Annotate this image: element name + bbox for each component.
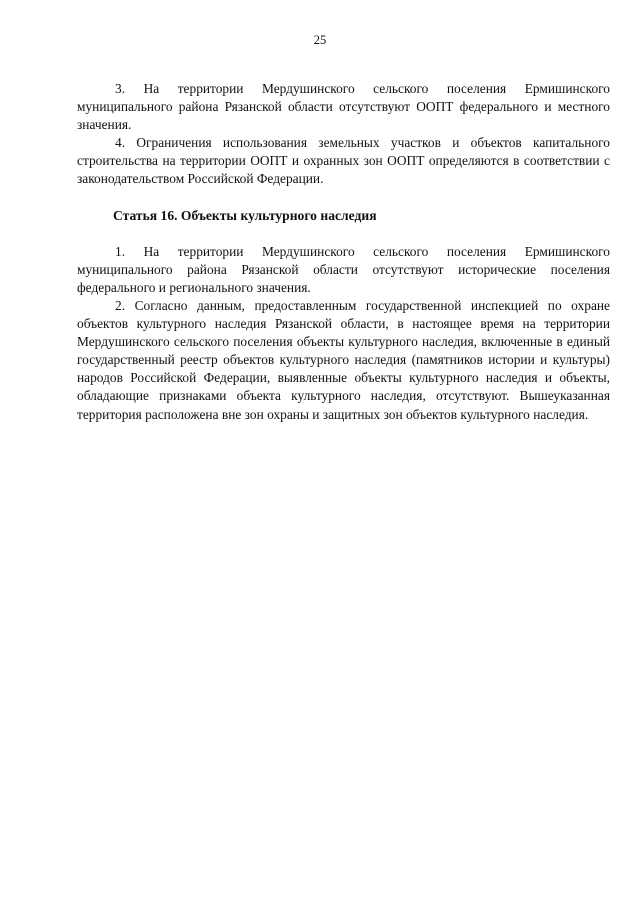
document-body: [77, 80, 610, 424]
paragraph-oopt-restrictions: 4. Ограничения использования земельных участков и объектов капитального строительства на территории ООПТ и охранных зон ООПТ определяются в соответствии с законодательством Российской Федерации.: [77, 135, 610, 187]
paragraph-oopt-absence: 3. На территории Мердушинского сельского поселения Ермишинского муниципального района Рязанской области отсутствуют ООПТ федерального и местного значения.: [77, 81, 610, 133]
paragraph-historic-settlements: 1. На территории Мердушинского сельского поселения Ермишинского муниципального района Рязанской области отсутствуют исторические поселения федерального и регионального значения.: [77, 243, 610, 295]
article-16-heading: Статья 16. Объекты культурного наследия: [113, 207, 377, 223]
paragraph-cultural-heritage-objects: 2. Согласно данным, предоставленным государственной инспекцией по охране объектов культурного наследия Рязанской области, в настоящее время на территории Мердушинского сельского поселения объекты культурного наследия, включенные в единый государственный реестр объектов культурного наследия (памятников истории и культуры) народов Российской Федерации, выявленные объекты культурного наследия и объекты, обладающие признаками объекта культурного наследия, отсутствуют. Вышеуказанная территория расположена вне зон охраны и защитных зон объектов культурного наследия.: [77, 297, 610, 422]
page-number: 25: [313, 33, 327, 47]
